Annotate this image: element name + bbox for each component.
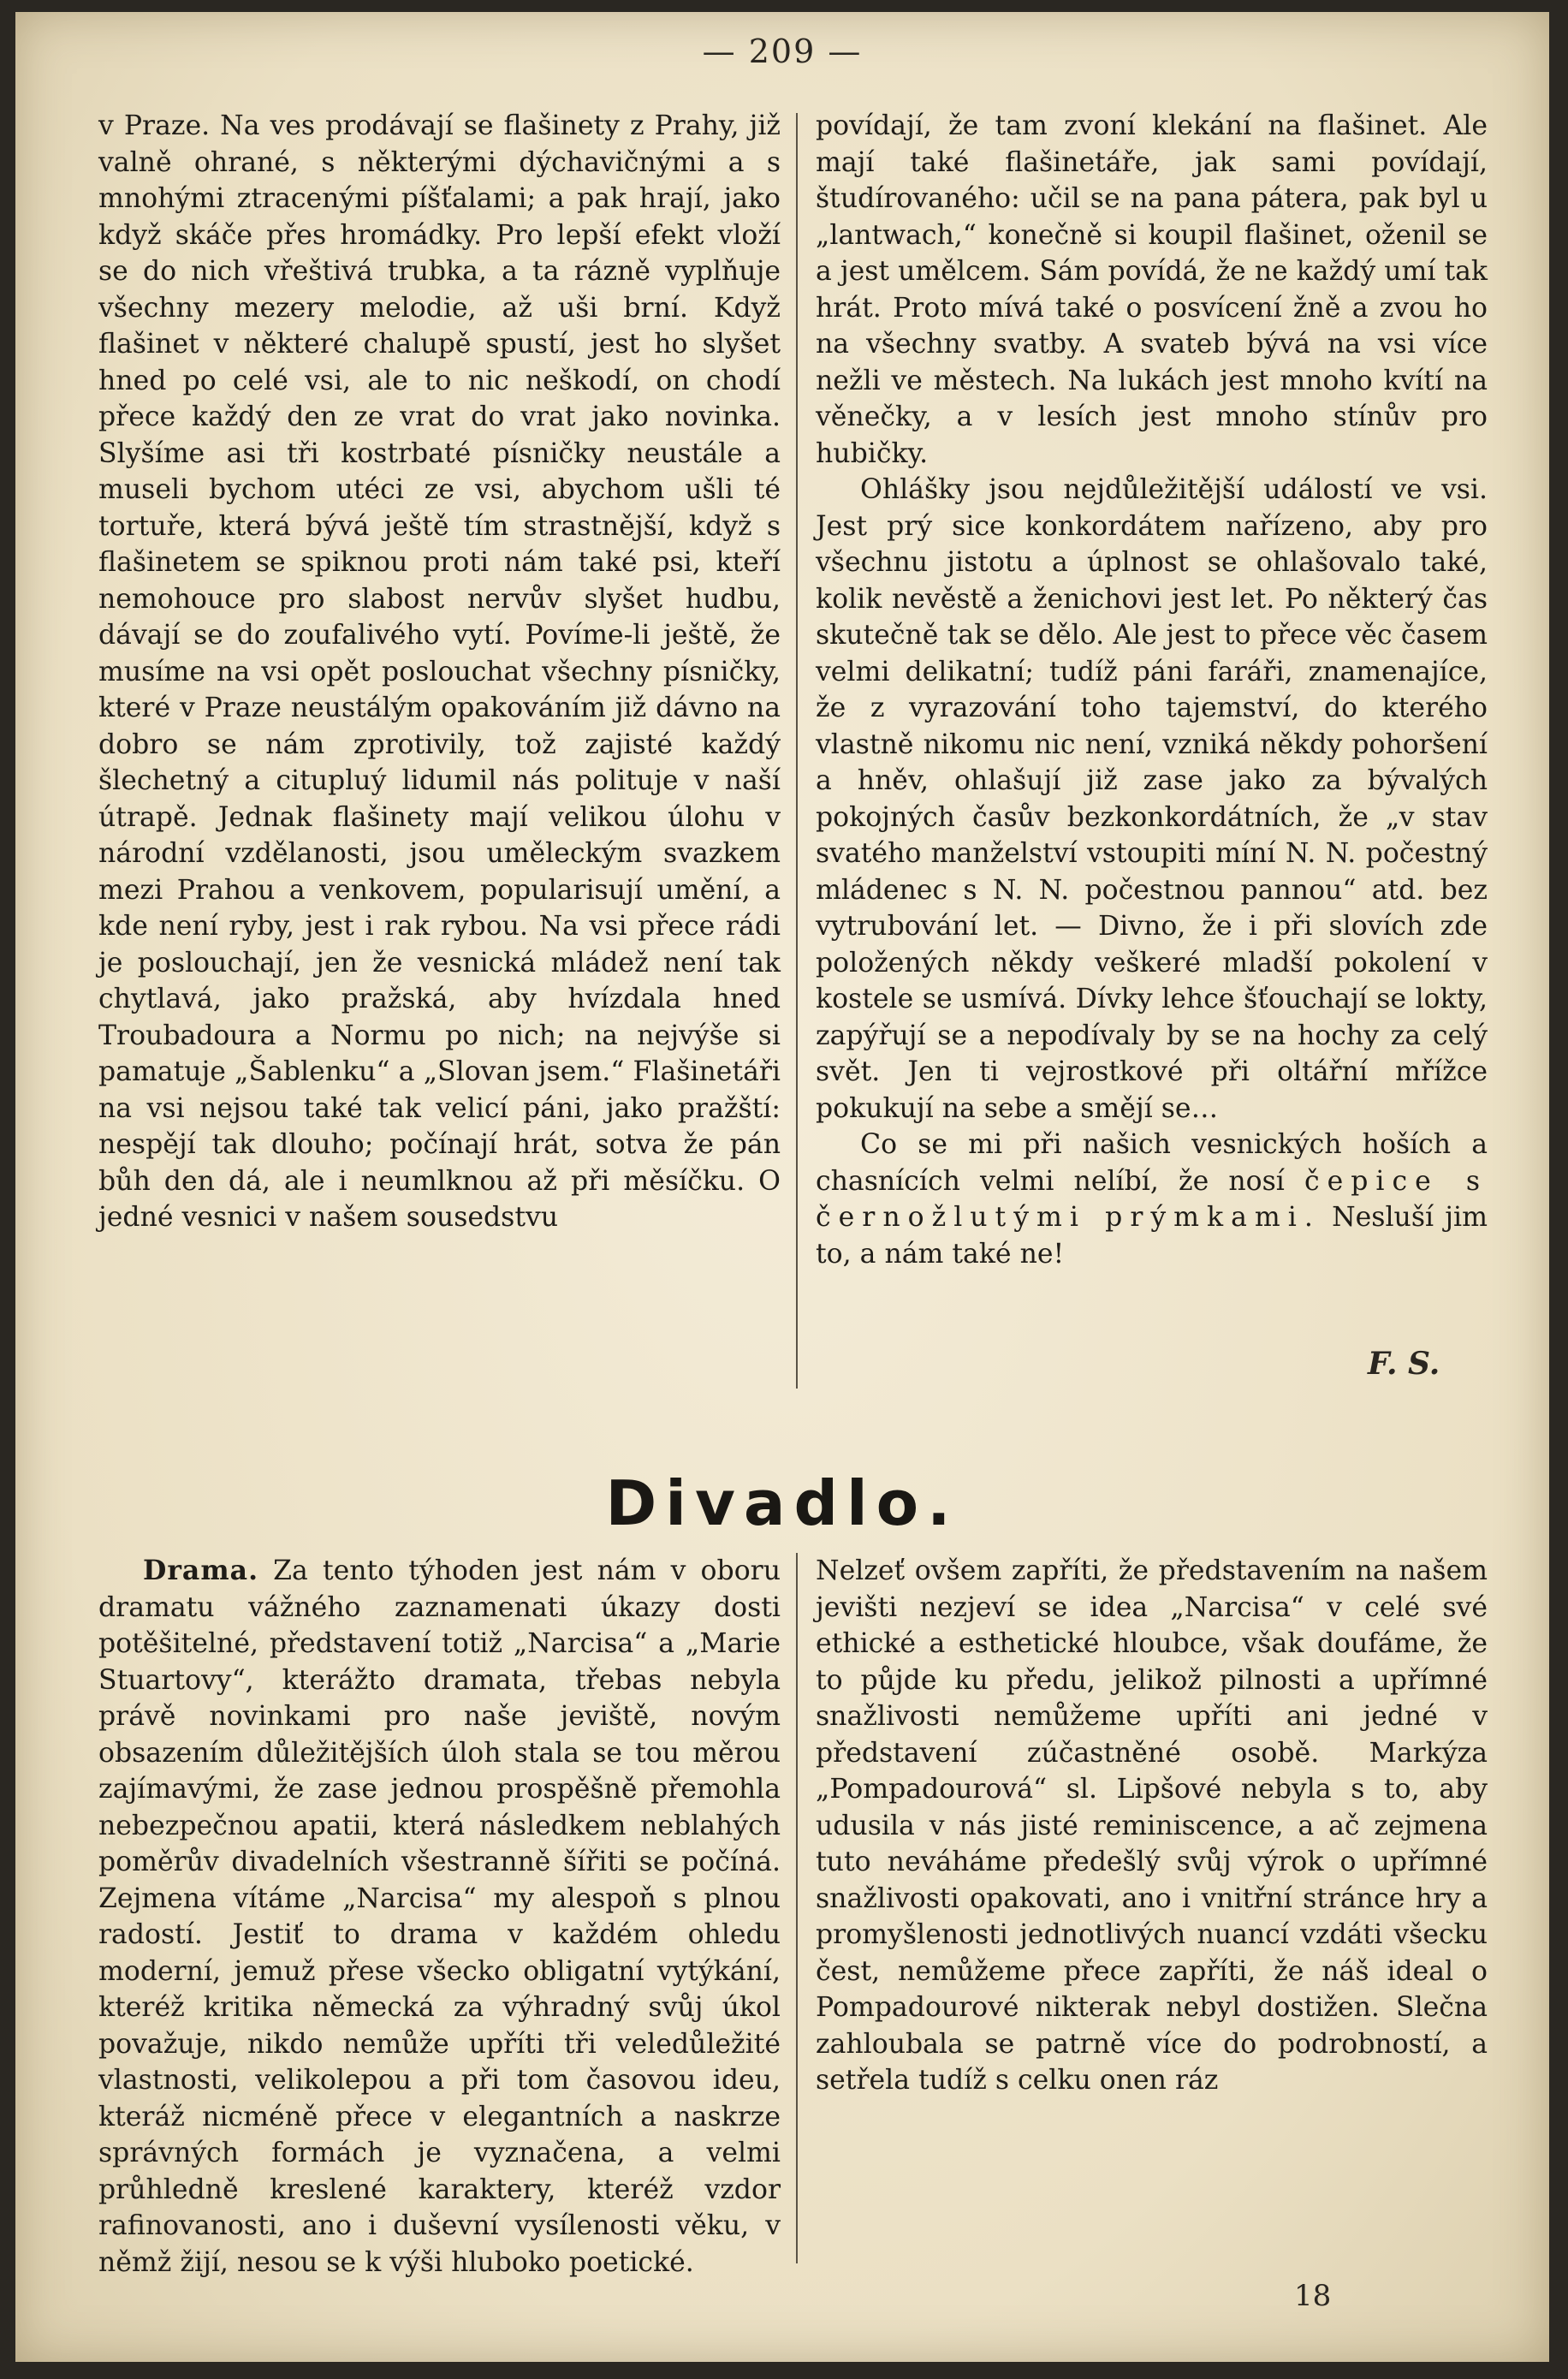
column-divider (796, 1553, 798, 2263)
paragraph-closing (816, 1127, 1488, 1272)
page-number: — 209 — (702, 33, 863, 70)
theatre-column-right (816, 1553, 1488, 2099)
theatre-column-left (98, 1553, 781, 2281)
text-run: Za tento týhoden jest nám v oboru dramatu vážného zaznamenati úkazy dosti potěšitelné, představení totiž „Narcisa“ a „Marie Stuartovy“, kterážto dramata, třebas nebyla právě novinkami pro naše jeviště, novým obsazením důležitějších úloh stala se tou měrou zajímavými, že zase jednou prospěšně přemohla nebezpečnou apatii, která následkem neblahých poměrův divadelních všestranně šířiti se počíná. Zejmena vítáme „Narcisa“ my alespoň s plnou radostí. Jestiť to drama v každém ohledu moderní, jemuž přese všecko obligatní vytýkání, kteréž kritika německá za výhradný svůj úkol považuje, nikdo nemůže upříti tři veledůležité vlastnosti, velikolepou a při tom časovou ideu, kteráž nicméně přece v elegantních a naskrze správných formách je vyznačena, a velmi průhledně kreslené karaktery, kteréž vzdor rafinovanosti, ano i duševní vysílenosti věku, v němž žijí, nesou se k výši hluboko poetické. (98, 1555, 781, 2278)
lead-word: Drama. (143, 1555, 259, 1586)
author-signature: F. S. (1368, 1346, 1440, 1382)
column-divider (796, 113, 798, 1389)
text-run: Co se mi při našich vesnických hoších a chasnících velmi nelíbí, že nosí (816, 1129, 1488, 1197)
section-heading: Divadlo. (605, 1467, 959, 1539)
paragraph: povídají, že tam zvoní klekání na flašinet. Ale mají také flašinetáře, jak sami povídají, študírovaného: učil se na pana pátera, pak byl u „lantwach,“ konečně si koupil flašinet, oženil se a jest umělcem. Sám povídá, že ne každý umí tak hrát. Proto mívá také o posvícení žně a zvou ho na všechny svatby. A svateb bývá na vsi více nežli ve městech. Na lukách jest mnoho kvítí na věnečky, a v lesích jest mnoho stínův pro hubičky. (816, 110, 1488, 469)
paragraph: Ohlášky jsou nejdůležitější událostí ve vsi. Jest prý sice konkordátem nařízeno, aby pro všechnu jistotu a úplnost se ohlašovalo také, kolik nevěstě a ženichovi jest let. Po některý čas skutečně tak se dělo. Ale jest to přece věc časem velmi delikatní; tudíž páni faráři, znamenajíce, že z vyrazování toho tajemství, do kterého vlastně nikomu nic není, vzniká někdy pohoršení a hněv, ohlašují již zase jako za bývalých pokojných časův bezkonkordátních, že „v stav svatého manželství vstoupiti míní N. N. počestný mládenec s N. N. počestnou pannou“ atd. bez vytrubování let. — Divno, že i při slovích zde položených někdy veškeré mladší pokolení v kostele se usmívá. Dívky lehce šťouchají se lokty, zapýřují se a nepodívaly by se na hochy za celý svět. Jen ti vejrostkové při oltářní mřížce pokukují na sebe a smějí se… (816, 474, 1488, 1124)
sheet-number: 18 (1294, 2279, 1332, 2313)
text-run: Nesluší jim to, a nám také ne! (816, 1202, 1488, 1270)
paragraph: v Praze. Na ves prodávají se flašinety z Prahy, již valně ohrané, s některými dýchavičnými a s mnohými ztracenými píšťalami; a pak hrají, jako když skáče přes hromádky. Pro lepší efekt vloží se do nich vřeštivá trubka, a ta rázně vyplňuje všechny mezery melodie, až uši brní. Když flašinet v některé chalupě spustí, jest ho slyšet hned po celé vsi, ale to nic neškodí, on chodí přece každý den ze vrat do vrat jako novinka. Slyšíme asi tři kostrbaté písničky neustále a museli bychom utéci ze vsi, abychom ušli té tortuře, která bývá ještě tím strastnější, když s flašinetem se spiknou proti nám také psi, kteří nemohouce pro slabost nervův slyšet hudbu, dávají se do zoufalivého vytí. Povíme-li ještě, že musíme na vsi opět poslouchat všechny písničky, které v Praze neustálým opakováním již dávno na dobro se nám zprotivily, tož zajisté každý šlechetný a citupluý lidumil nás polituje v naší útrapě. Jednak flašinety mají velikou úlohu v národní vzdělanosti, jsou uměleckým svazkem mezi Prahou a venkovem, popularisují umění, a kde není ryby, jest i rak rybou. Na vsi přece rádi je poslouchají, jen že vesnická mládež není tak chytlavá, jako pražská, aby hvízdala hned Troubadoura a Normu po nich; na nejvýše si pamatuje „Šablenku“ a „Slovan jsem.“ Flašinetáři na vsi nejsou také tak velicí páni, jako pražští: nespějí tak dlouho; počínají hrát, sotva že pán bůh den dá, ale i neumlknou až při měsíčku. O jedné vesnici v našem sousedstvu (98, 110, 781, 1233)
newspaper-page (15, 12, 1549, 2362)
emphasized-phrase: čepice s černožlutými prýmkami. (816, 1165, 1488, 1233)
article-column-right (816, 108, 1488, 1272)
paragraph: Nelzeť ovšem zapříti, že představením na našem jevišti nezjeví se idea „Narcisa“ v celé své ethické a esthetické hloubce, však doufáme, že to půjde ku předu, jelikož pilnosti a upřímné snažlivosti nemůžeme upříti ani jedné v představení zúčastněné osobě. Markýza „Pompadourová“ sl. Lipšové nebyla s to, aby udusila v nás jisté reminiscence, a ač zejmena tuto neváháme předešlý svůj výrok o upřímné snažlivosti opakovati, ano i vnitřní stránce hry a promyšlenosti jednotlivých nuancí vzdáti všecku čest, nemůžeme přece zapříti, že náš ideal o Pompadourové nikterak nebyl dostižen. Slečna zahloubala se patrně více do podrobností, a setřela tudíž s celku onen ráz (816, 1555, 1488, 2096)
article-column-left (98, 108, 781, 1236)
paragraph (98, 1553, 781, 2281)
